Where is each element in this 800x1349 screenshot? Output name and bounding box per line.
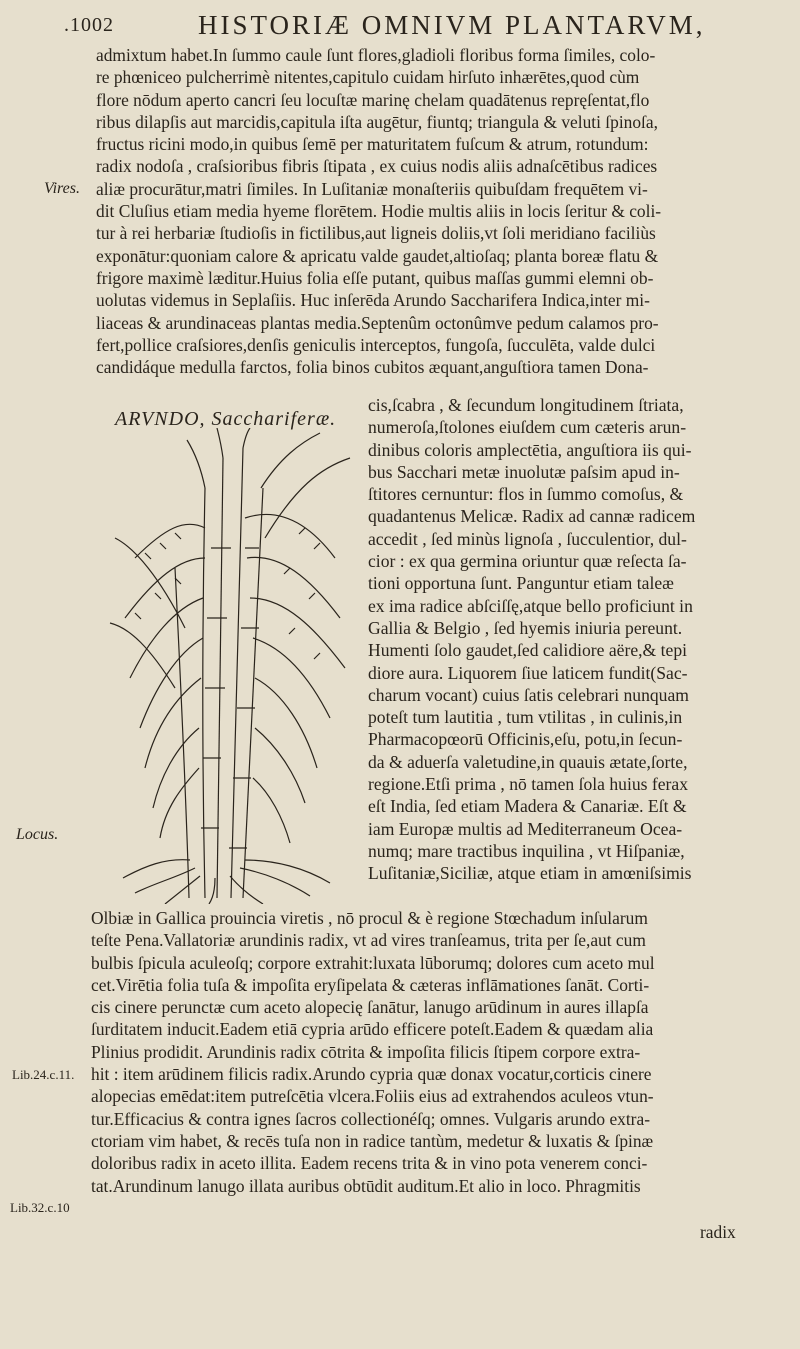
text-line: ribus dilapſis aut marcidis,capitula iſta augētur, fiuntq; triangula & veluti ſpinoſa, bbox=[96, 111, 658, 132]
text-line: accedit , ſed minùs lignoſa , ſucculentior, dul- bbox=[368, 528, 687, 549]
margin-note-locus: Locus. bbox=[16, 826, 59, 843]
text-line: numeroſa,ſtolones eiuſdem cum cæteris arun- bbox=[368, 417, 687, 438]
text-line: cis cinere perunctæ cum aceto alopecię ſanātur, lanugo arūdinum in aures illapſa bbox=[91, 997, 649, 1018]
text-line: dit Cluſius etiam media hyeme florētem. Hodie multis aliis in locis ſeritur & coli- bbox=[96, 201, 662, 222]
text-line: bus Sacchari metæ inuolutæ paſsim apud in- bbox=[368, 461, 680, 482]
figure-caption: ARVNDO, Sacchariferæ. bbox=[115, 408, 337, 430]
text-line: cet.Virētia folia tuſa & impoſita eryſipelata & cæteras inflāmationes ſanāt. Corti- bbox=[91, 974, 650, 995]
text-line: tur à rei herbariæ ſtudioſis in fictilibus,aut ligneis doliis,vt ſoli meridiano faciliùs bbox=[96, 223, 656, 244]
text-line: teſte Pena.Vallatoriæ arundinis radix, vt ad vires tranſeamus, trita per ſe,aut cum bbox=[91, 930, 646, 951]
sugar-cane-woodcut bbox=[105, 428, 363, 904]
text-line: doloribus radix in aceto illita. Eadem recens trita & in vino pota venerem conci- bbox=[91, 1153, 648, 1174]
text-line: uolutas videmus in Seplaſiis. Huc inſerēda Arundo Saccharifera Indica,inter mi- bbox=[96, 290, 650, 311]
text-line: tur.Efficacius & contra ignes ſacros collectionéſq; omnes. Vulgaris arundo extra- bbox=[91, 1108, 650, 1129]
text-line: flore nōdum aperto cancri ſeu locuſtæ marinę chelam quadātenus repręſentat,flo bbox=[96, 89, 650, 110]
text-line: re phœniceo pulcherrimè nitentes,capitulo cuidam hirſuto inhærētes,quod cùm bbox=[96, 67, 640, 88]
text-line: cis,ſcabra , & ſecundum longitudinem ſtriata, bbox=[368, 395, 684, 415]
running-title: HISTORIÆ OMNIVM PLANTARVM, bbox=[198, 10, 706, 40]
text-line: Olbiæ in Gallica prouincia viretis , nō procul & è regione Stœchadum inſularum bbox=[91, 908, 648, 928]
continued-text-block bbox=[91, 907, 771, 1197]
text-line: alopecias emēdat:item putreſcētia vlcera.Foliis eius ad extrahendos aculeos vtun- bbox=[91, 1086, 654, 1107]
text-line: fert,pollice craſsiores,denſis geniculis interceptos, fungoſa, ſucculēta, valde dulci bbox=[96, 334, 656, 355]
main-text-block bbox=[96, 44, 766, 378]
text-line: Gallia & Belgio , ſed hyemis iniuria pereunt. bbox=[368, 617, 683, 638]
text-line: quadantenus Melicæ. Radix ad cannæ radicem bbox=[368, 506, 696, 527]
text-line: aliæ procurātur,matri ſimiles. In Luſitaniæ monaſteriis quibuſdam frequētem vi- bbox=[96, 178, 648, 199]
text-line: eſt India, ſed etiam Madera & Canariæ. Eſt & bbox=[368, 796, 687, 817]
catchword: radix bbox=[700, 1222, 736, 1242]
text-beside-figure bbox=[368, 394, 768, 885]
text-line: iam Europæ multis ad Mediterraneum Ocea- bbox=[368, 818, 683, 839]
text-line: tat.Arundinum lanugo illata auribus obtūdit auditum.Et alio in loco. Phragmitis bbox=[91, 1175, 641, 1196]
text-line: Humenti ſolo gaudet,ſed calidiore aëre,& tepi bbox=[368, 640, 688, 661]
text-line: ſurditatem inducit.Eadem etiā cypria arūdo efficere poteſt.Eadem & quædam alia bbox=[91, 1019, 654, 1040]
text-line: da & aduerſa valetudine,in quauis ætate,ſorte, bbox=[368, 751, 688, 772]
text-line: candidáque medulla farctos, folia binos cubitos æquant,anguſtiora tamen Dona- bbox=[96, 357, 649, 378]
margin-note-vires: Vires. bbox=[44, 180, 80, 197]
text-line: Pharmacopœorū Officinis,eſu, potu,in ſecun- bbox=[368, 729, 683, 750]
text-line: ctoriam vim habet, & recēs tuſa non in radice tantùm, medetur & luxatis & ſpinæ bbox=[91, 1130, 654, 1151]
text-line: cior : ex qua germina oriuntur quæ reſecta ſa- bbox=[368, 551, 687, 572]
margin-note-reference: Lib.32.c.10 bbox=[10, 1200, 70, 1215]
text-line: ex ima radice abſciſſę,atque bello proficiunt in bbox=[368, 595, 693, 616]
text-line: charum vocant) cuius ſatis celebrari nunquam bbox=[368, 684, 689, 705]
margin-note-reference: Lib.24.c.11. bbox=[12, 1067, 75, 1082]
text-line: diore aura. Liquorem ſiue laticem fundit(Sac- bbox=[368, 662, 688, 683]
text-line: regione.Etſi prima , nō tamen ſola huius ferax bbox=[368, 774, 689, 795]
text-line: bulbis ſpicula aculeoſq; corpore extrahit:luxata lūborumq; dolores cum aceto mul bbox=[91, 952, 655, 973]
text-line: admixtum habet.In ſummo caule ſunt flores,gladioli floribus forma ſimiles, colo- bbox=[96, 45, 656, 65]
page-number: .1002 bbox=[64, 14, 114, 36]
text-line: radix nodoſa , craſsioribus fibris ſtipata , ex cuius nodis aliis adnaſcētibus radices bbox=[96, 156, 658, 177]
text-line: frigore maximè læditur.Huius folia eſſe putant, quibus maſſas gummi elemni ob- bbox=[96, 267, 654, 288]
text-line: tioni opportuna ſunt. Panguntur etiam taleæ bbox=[368, 573, 674, 594]
text-line: ſtitores cernuntur: flos in ſummo comoſus, & bbox=[368, 484, 684, 505]
text-line: exponātur:quoniam calore & apricatu valde gaudet,altioſaq; planta boreæ flatu & bbox=[96, 245, 659, 266]
text-line: poteſt tum lautitia , tum vtilitas , in culinis,in bbox=[368, 707, 683, 728]
text-line: Plinius prodidit. Arundinis radix cōtrita & impoſita filicis ſtipem corpore extra- bbox=[91, 1041, 641, 1062]
text-line: numq; mare tractibus inquilina , vt Hiſpaniæ, bbox=[368, 840, 685, 861]
text-line: liaceas & arundinaceas plantas media.Septenûm octonûmve pedum calamos pro- bbox=[96, 312, 659, 333]
text-line: dinibus coloris amplectētia, anguſtiora iis qui- bbox=[368, 439, 692, 460]
text-line: Luſitaniæ,Siciliæ, atque etiam in amœniſsimis bbox=[368, 863, 692, 884]
text-line: hit : item arūdinem filicis radix.Arundo cypria quæ donax vocatur,corticis cinere bbox=[91, 1064, 652, 1085]
text-line: fructus ricini modo,in quibus ſemē per maturitatem fuſcum & atrum, rotundum: bbox=[96, 134, 649, 155]
